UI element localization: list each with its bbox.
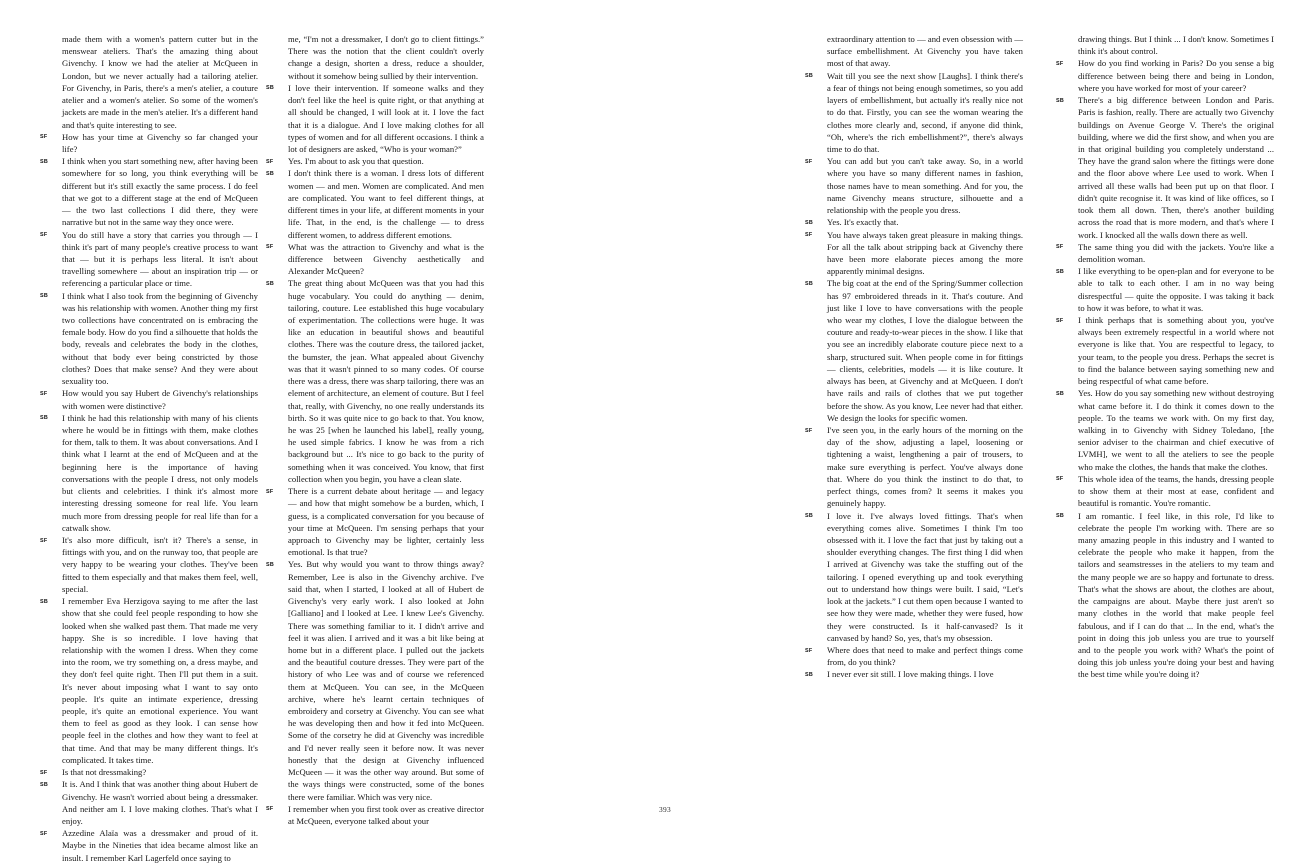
dialogue-paragraph — [805, 70, 1023, 156]
dialogue-paragraph — [805, 229, 1023, 278]
speaker-label: SF — [40, 390, 48, 397]
dialogue-text: I remember when you first took over as creative director at McQueen, everyone talked about your — [288, 803, 484, 826]
dialogue-text: This whole idea of the teams, the hands, dressing people to show them at their most at ease, confident and beautiful is romantic. You're romantic. — [1078, 473, 1274, 509]
speaker-label: SB — [805, 513, 814, 520]
dialogue-paragraph — [40, 534, 258, 595]
speaker-label: SB — [1056, 268, 1065, 275]
speaker-label: SB — [805, 73, 814, 80]
speaker-label: SF — [805, 232, 813, 239]
speaker-label: SB — [40, 781, 49, 788]
dialogue-paragraph — [266, 558, 484, 802]
dialogue-paragraph — [40, 827, 258, 864]
dialogue-text: The same thing you did with the jackets. You're like a demolition woman. — [1078, 241, 1274, 264]
dialogue-text: Is that not dressmaking? — [62, 767, 147, 778]
dialogue-paragraph — [266, 277, 484, 485]
speaker-label: SB — [266, 171, 275, 177]
dialogue-text: I think what I also took from the beginning of Givenchy was his relationship with women. Another thing my first two collections have concentrated on is embracing the female body. How do you find a silhouette that holds the body, reveals and celebrates the body in the clothes, without that body ever being constricted by those clothes? Does that make sense? And they were about sexuality too. — [62, 290, 258, 387]
speaker-label: SB — [266, 280, 275, 287]
dialogue-text: I think perhaps that is something about you, you've always been extremely respectful in a world where not everyone is like that. You are respectful to legacy, to your team, to the people you dress. Perhaps the secret is to find the balance between saying something new and being respectful of what came before. — [1078, 315, 1274, 387]
dialogue-paragraph — [40, 229, 258, 290]
dialogue-paragraph — [827, 33, 1023, 70]
dialogue-paragraph — [1056, 265, 1274, 314]
speaker-label: SB — [805, 671, 814, 678]
speaker-label: SF — [805, 158, 813, 165]
dialogue-paragraph — [40, 387, 258, 411]
speaker-label: SF — [40, 232, 48, 239]
speaker-label: SF — [1056, 61, 1064, 68]
speaker-label: SB — [40, 415, 49, 422]
dialogue-text: Azzedine Alaïa was a dressmaker and proud of it. Maybe in the Nineties that idea became almost like an insult. I remember Karl Lagerfeld once saying to — [62, 828, 258, 863]
dialogue-text: Yes. But why would you want to throw things away? Remember, Lee is also in the Givenchy archive. I've said that, when I started, I looked at all of Hubert de Givenchy's very early work. I also looked at John [Galliano] and I looked at Lee. I knew Lee's Givenchy. There was something familiar to it. I didn't arrive and feel it was alien. I arrived and it was a bit like being at home but in a different place. I pulled out the jackets and the beautiful couture dresses. They were part of the history of who Lee was and of course we referenced them at McQueen. You can see, in the McQueen archive, where he's learnt certain techniques of embroidery and corsetry at Givenchy. You can see what he was developing then and how it fed into McQueen. Some of the corsetry he did at Givenchy was incredible and I'd never really seen it before now. It was never honestly that the design at Givenchy influenced McQueen — it was the other way around. But some of the ways things were constructed, some of the bones there were familiar. Which was very nice. — [288, 559, 484, 802]
speaker-label: SF — [40, 537, 48, 544]
dialogue-paragraph — [40, 155, 258, 228]
dialogue-text: I think he had this relationship with many of his clients where he would be in fittings with them, make clothes for them, talk to them. It was about conversations. And I think what I learnt at the end of McQueen and at the beginning here is the importance of having conversations with the people I dress, not only models but clients and celebrities. I think it's almost more interesting dressing someone for real life. You learn much more from dressing people for real life than for a catwalk show. — [62, 412, 258, 533]
dialogue-text: You have always taken great pleasure in making things. For all the talk about stripping back at Givenchy there have been more elaborate pieces among the more apparently minimal designs. — [827, 229, 1023, 277]
dialogue-text: I never ever sit still. I love making things. I love — [827, 669, 994, 680]
dialogue-text: drawing things. But I think ... I don't know. Sometimes I think it's about control. — [1078, 34, 1274, 57]
speaker-label: SB — [266, 562, 275, 568]
speaker-label: SF — [805, 647, 813, 654]
dialogue-paragraph — [805, 277, 1023, 424]
dialogue-paragraph — [40, 290, 258, 388]
speaker-label: SB — [1056, 513, 1065, 520]
dialogue-paragraph — [1056, 57, 1274, 94]
dialogue-text: me, “I'm not a dressmaker, I don't go to client fittings.” There was the notion that the client couldn't overly change a design, shorten a dress, reduce a shoulder, without it somehow being sullied by their intervention. — [288, 34, 484, 81]
speaker-label: SF — [266, 244, 274, 251]
dialogue-text: I think when you start something new, after having been somewhere for so long, you think everything will be different but it's still exactly the same process. I do feel that we got to a different stage at the end of McQueen — the two last collections I did there, they were narrative but not in the same way they once were. — [62, 156, 258, 228]
speaker-label: SF — [266, 806, 274, 813]
dialogue-text: I love it. I've always loved fittings. That's when everything comes alive. Sometimes I think I'm too obsessed with it. I love the fact that just by taking out a shoulder everything changes. The first thing I did when I arrived at Givenchy was take the stuffing out of the tailoring. I opened everything up and took everything out to understand how things were built. I said, “Let's look at the jackets.” I cut them open because I wanted to see how they were made, whether they were fused, how they were constructed. Is it half-canvased? Is it canvased by hand? So, yes, that's my obsession. — [827, 510, 1023, 643]
speaker-label: SF — [1056, 317, 1064, 324]
dialogue-paragraph — [266, 485, 484, 558]
dialogue-paragraph — [288, 33, 484, 82]
dialogue-paragraph — [1056, 387, 1274, 473]
dialogue-paragraph — [40, 778, 258, 827]
text-column-3 — [805, 33, 1023, 681]
dialogue-text: It's also more difficult, isn't it? There's a sense, in fittings with you, and on the runway too, that people are very happy to be wearing your clothes. They've been fitted to them especially and that makes them feel, well, special. — [62, 534, 258, 594]
speaker-label: SB — [40, 158, 49, 165]
page-number: 393 — [659, 805, 671, 814]
dialogue-text: Yes. How do you say something new without destroying what came before it. I do think it comes down to the people. To the teams we work with. On my first day, walking in to Givenchy with Sidney Toledano, [the senior adviser to the chairman and chief executive of LVMH], we went to all the ateliers to see the people who make the clothes, the hands that make the clothes. — [1078, 388, 1274, 472]
speaker-label: SB — [40, 293, 49, 300]
dialogue-text: The big coat at the end of the Spring/Summer collection has 97 embroidered threads in it. That's couture. And just like I love to have conversations with the people who wear my clothes, I love the dialogue between the couture and ready-to-wear pieces in the show. I like that you see an incredibly elaborate couture piece next to a sharp, structured suit. When people come in for fittings — clients, celebrities, models — it is like couture. It always has been, at Givenchy and at McQueen. I don't have rails and rails of clothes that we put together before the show. As you know, Lee never had that either. We design the looks for specific women. — [827, 278, 1023, 423]
dialogue-paragraph — [1056, 94, 1274, 241]
dialogue-text: I am romantic. I feel like, in this role, I'd like to celebrate the people I'm working with. There are so many amazing people in this industry and I wanted to celebrate the people who make it happen, from the tailors and seamstresses in the ateliers to my team and the many people we are so happy and fortunate to dress. That's what the shows are about, the clothes are about, the campaigns are about. Maybe there just aren't so many clothes in the world that make people feel fabulous, and if I can do that ... In the end, what's the point in doing this job unless you are true to yourself and to the people you work with? What's the point of doing this job unless you're doing your best and having the best time while you're doing it? — [1078, 510, 1274, 680]
speaker-label: SF — [805, 427, 813, 434]
dialogue-paragraph — [805, 216, 1023, 228]
dialogue-paragraph — [40, 412, 258, 534]
speaker-label: SB — [40, 598, 49, 605]
dialogue-text: I remember Eva Herzigova saying to me after the last show that she could feel people responding to how she looked when she walked past them. That made me very happy. She is so incredible. I love having that relationship with the women I dress. When they come into the room, we try something on, a dress maybe, and they don't feel quite right. Then I'll put them in a suit. It's never about imposing what I want to say onto people. It's quite an intimate experience, dressing people, it's quite an emotional experience. You want them to feel as good as they look. I can sense how people feel in the clothes and how they want to feel at that time. And that may be many different things. It's complicated. It takes time. — [62, 596, 258, 765]
dialogue-paragraph — [266, 82, 484, 155]
dialogue-text: How has your time at Givenchy so far changed your life? — [62, 131, 258, 154]
speaker-label: SF — [1056, 244, 1064, 251]
dialogue-text: I love their intervention. If someone walks and they don't feel like the heel is quite right, or that anything at all should be changed, I will look at it. I love the fact that it is a dialogue. And I love making clothes for all types of women and for all different occasions. I think a lot of designers are asked, “Who is your woman?” — [288, 82, 484, 154]
speaker-label: SF — [1056, 476, 1064, 483]
speaker-label: SB — [1056, 390, 1065, 397]
dialogue-text: You do still have a story that carries you through — I think it's part of many people's creative process to want that — but it is perhaps less literal. It isn't about travelling somewhere — about an inspiration trip — or referencing a particular place or time. — [62, 229, 258, 289]
speaker-label: SF — [40, 134, 48, 141]
dialogue-paragraph — [805, 510, 1023, 644]
speaker-label: SF — [266, 158, 274, 165]
dialogue-text: It is. And I think that was another thing about Hubert de Givenchy. He wasn't worried about being a dressmaker. And neither am I. I love making clothes. That's what I enjoy. — [62, 779, 258, 826]
dialogue-paragraph — [40, 131, 258, 155]
speaker-label: SF — [40, 769, 48, 776]
dialogue-text: extraordinary attention to — and even obsession with — surface embellishment. At Givenchy you have taken most of that away. — [827, 34, 1023, 69]
speaker-label: SB — [805, 280, 814, 287]
dialogue-text: There is a current debate about heritage — and legacy — and how that might somehow be a burden, which, I guess, is a complicated conversation for you because of your time at McQueen. I'm sensing perhaps that your approach to Givenchy may be lighter, certainly less emotional. Is that true? — [288, 486, 484, 558]
dialogue-text: Yes. It's exactly that. — [827, 217, 899, 228]
text-column-1 — [40, 33, 258, 864]
dialogue-text: There's a big difference between London and Paris. Paris is fashion, really. There are actually two Givenchy buildings on Avenue George V. There's the original building, where we did the first show, and when you are in that original building you completely understand ... They have the grand salon where the fittings were done and the floor above where Lee used to work. When I arrived all these walls had been put up on that floor. I didn't quite recognise it. It was kind of like offices, so I took them all down. Then, there's another building across the road that is more modern, and that's where I work. I knocked all the walls down there as well. — [1078, 95, 1274, 240]
dialogue-paragraph — [62, 33, 258, 131]
dialogue-paragraph — [40, 766, 258, 778]
text-column-4 — [1056, 33, 1274, 681]
dialogue-text: I've seen you, in the early hours of the morning on the day of the show, adjusting a lapel, loosening or tightening a waist, lengthening a pair of trousers, to make sure everything is perfect. You've always done that. Where do you think the instinct to do that, to perfect things, comes from? It seems it makes you genuinely happy. — [827, 425, 1023, 509]
dialogue-text: Wait till you see the next show [Laughs]. I think there's a fear of things not being enough sometimes, so you add layers of embellishment, but actually it's really nice not to do that. Firstly, you can see the woman wearing the clothes more clearly and, second, if anyone did think, “Oh, where's the rich embellishment?”, there's always time to do that. — [827, 70, 1023, 154]
page-folio — [0, 805, 1303, 814]
dialogue-paragraph — [266, 155, 484, 167]
dialogue-text: Yes. I'm about to ask you that question. — [288, 156, 424, 167]
dialogue-paragraph — [266, 167, 484, 240]
dialogue-paragraph — [1056, 510, 1274, 681]
dialogue-text: I don't think there is a woman. I dress lots of different women — and men. Women are complicated. And men are complicated. You want to feel different things, at different times in your life, at different moments in your life. That, in the end, is the challenge — to dress different women, to address different emotions. — [288, 168, 484, 240]
dialogue-paragraph — [266, 241, 484, 278]
speaker-label: SB — [1056, 97, 1065, 104]
dialogue-text: What was the attraction to Givenchy and what is the difference between Givenchy aesthetically and Alexander McQueen? — [288, 241, 484, 277]
dialogue-paragraph — [805, 424, 1023, 510]
dialogue-paragraph — [805, 155, 1023, 216]
dialogue-paragraph — [805, 668, 1023, 680]
speaker-label: SF — [40, 830, 48, 837]
speaker-label: SB — [266, 85, 275, 92]
dialogue-paragraph — [1056, 241, 1274, 265]
dialogue-paragraph — [40, 595, 258, 766]
speaker-label: SB — [805, 219, 814, 226]
dialogue-paragraph — [1078, 33, 1274, 57]
dialogue-text: Where does that need to make and perfect things come from, do you think? — [827, 644, 1023, 668]
dialogue-paragraph — [805, 644, 1023, 668]
dialogue-text: How would you say Hubert de Givenchy's relationships with women were distinctive? — [62, 388, 258, 411]
dialogue-text: How do you find working in Paris? Do you sense a big difference between being there and being in London, where you have worked for most of your career? — [1078, 58, 1274, 93]
dialogue-paragraph — [1056, 473, 1274, 510]
dialogue-text: made them with a women's pattern cutter but in the menswear ateliers. That's the amazing thing about Givenchy. I know we had the atelier at McQueen in London, but we never actually had a tailoring atelier. For Givenchy, in Paris, there's a men's atelier, a couture atelier and a women's atelier. So some of the women's jackets are made in the men's atelier. It's a different hand and that's quite interesting to see. — [62, 34, 258, 130]
dialogue-paragraph — [1056, 314, 1274, 387]
dialogue-text: You can add but you can't take away. So, in a world where you have so many different names in fashion, those names have to mean something. And for you, the name Givenchy means structure, silhouette and a relationship with the people you dress. — [827, 156, 1023, 216]
dialogue-text: I like everything to be open-plan and for everyone to be able to talk to each other. I am in no way being disrespectful — quite the opposite. I was taking it back to how it was before, to what it was. — [1078, 266, 1274, 313]
text-column-2 — [266, 33, 484, 827]
speaker-label: SF — [266, 488, 274, 495]
dialogue-text: The great thing about McQueen was that you had this huge vocabulary. You could do anything — denim, tailoring, couture. Lee established this huge vocabulary of experimentation. The collections were huge. It was like an education in beautiful shows and beautiful clothes. There was the couture dress, the tailored jacket, the bumster, the jean. What appealed about Givenchy was that it wasn't pinned to so many codes. Of course there was a dress, there was sharp tailoring, there was an element of architecture, an element of couture. But I feel that, really, with Givenchy, no one really understands its birth. So it was quite nice to go back to that. You know, he was 25 [when he launched his label], really young, he used simple fabrics. I know he was from a rich background but ... It's nice to go back to the purity of something when it was conceived. You know, that first collection when you begin, you have a clean slate. — [288, 278, 484, 484]
